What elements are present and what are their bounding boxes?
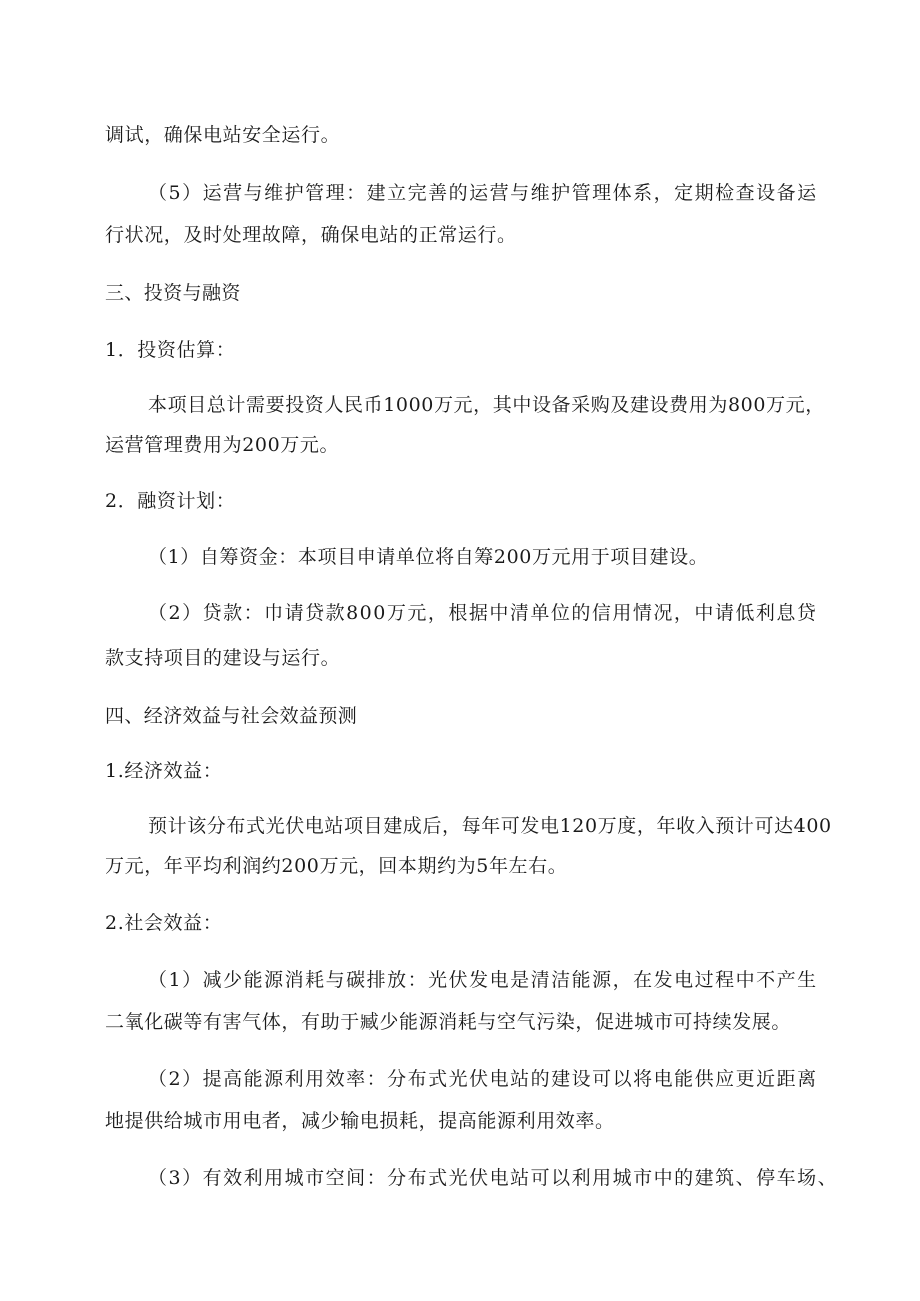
- section-heading: 三、投资与融资: [105, 282, 241, 304]
- paragraph-line: 万元，年平均利润约200万元，回本期约为5年左右。: [105, 855, 568, 877]
- paragraph-line: 款支持项目的建设与运行。: [105, 647, 341, 669]
- paragraph-line: 预计该分布式光伏电站项目建成后，每年可发电120万度，年收入预计可达400: [148, 815, 832, 837]
- subsection-heading: 2.社会效益：: [105, 912, 223, 934]
- section-heading: 四、经济效益与社会效益预测: [105, 705, 358, 727]
- paragraph-line: 运营管理费用为200万元。: [105, 434, 340, 456]
- paragraph-line: 行状况，及时处理故障，确保电站的正常运行。: [105, 224, 517, 246]
- paragraph-line: 本项目总计需要投资人民币1000万元，其中设备采购及建设费用为800万元，: [148, 394, 825, 416]
- paragraph-line: （1）自筹资金：本项目申请单位将自筹200万元用于项目建设。: [148, 546, 709, 568]
- paragraph-line: （5）运营与维护管理：建立完善的运营与维护管理体系，定期检查设备运: [148, 182, 818, 204]
- subsection-heading: 1.经济效益：: [105, 760, 223, 782]
- subsection-heading: 1．投资估算：: [105, 339, 236, 361]
- paragraph-line: 二氧化碳等有害气体，有助于臧少能源消耗与空气污染，促进城市可持续发展。: [105, 1011, 792, 1033]
- subsection-heading: 2．融资计划：: [105, 490, 236, 512]
- paragraph-line: 地提供给城市用电者，减少输电损耗，提高能源利用效率。: [105, 1110, 615, 1132]
- paragraph-line: （3）有效利用城市空间：分布式光伏电站可以利用城市中的建筑、停车场、: [148, 1167, 839, 1189]
- paragraph-line: （2）提高能源利用效率：分布式光伏电站的建设可以将电能供应更近距离: [148, 1068, 818, 1090]
- paragraph-line: （1）减少能源消耗与碳排放：光伏发电是清洁能源，在发电过程中不产生: [148, 969, 818, 991]
- paragraph-line: 调试，确保电站安全运行。: [105, 124, 341, 146]
- paragraph-line: （2）贷款：巾请贷款800万元，根据中清单位的信用情况，中请低利息贷: [148, 602, 818, 624]
